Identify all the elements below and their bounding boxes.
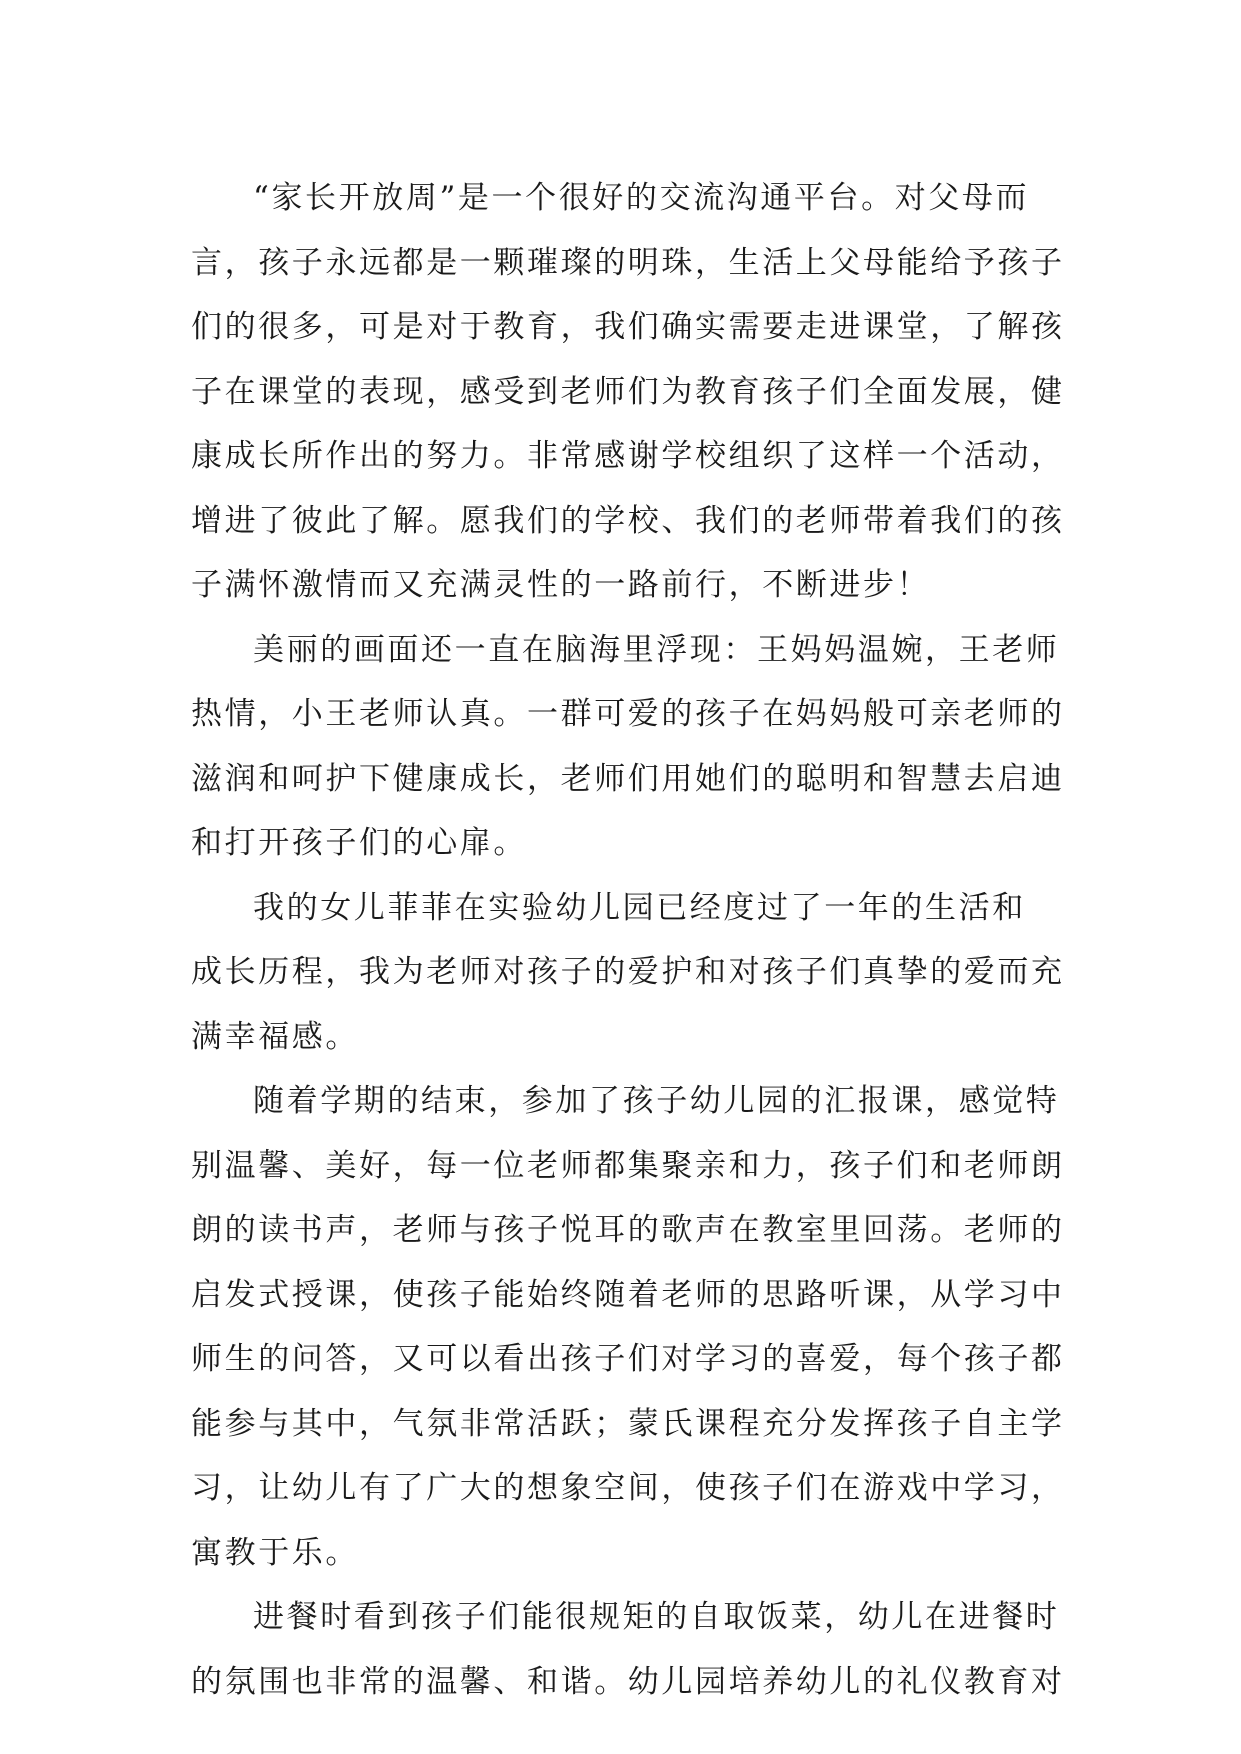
paragraph-line: 们的很多，可是对于教育，我们确实需要走进课堂，了解孩 [191,309,1065,345]
paragraph-line: 我的女儿菲菲在实验幼儿园已经度过了一年的生活和 [253,889,1026,926]
paragraph-line: 成长历程，我为老师对孩子的爱护和对孩子们真挚的爱而充 [191,954,1065,990]
paragraph-line: 滋润和呵护下健康成长，老师们用她们的聪明和智慧去启迪 [191,760,1065,797]
paragraph-line: 言，孩子永远都是一颗璀璨的明珠，生活上父母能给予孩子 [191,244,1065,281]
paragraph-line: 朗的读书声，老师与孩子悦耳的歌声在教室里回荡。老师的 [191,1212,1065,1248]
paragraph-line: “家长开放周”是一个很好的交流沟通平台。对父母而 [253,180,1030,216]
paragraph [191,876,1065,1070]
paragraph [191,1585,1065,1714]
paragraph-line: 康成长所作出的努力。非常感谢学校组织了这样一个活动， [191,438,1065,474]
paragraph-line: 习，让幼儿有了广大的想象空间，使孩子们在游戏中学习， [191,1470,1065,1506]
paragraph-line: 师生的问答，又可以看出孩子们对学习的喜爱，每个孩子都 [191,1341,1065,1377]
paragraph-line: 和打开孩子们的心扉。 [191,825,527,861]
paragraph-line: 子满怀激情而又充满灵性的一路前行，不断进步！ [191,567,931,603]
paragraph-line: 启发式授课，使孩子能始终随着老师的思路听课，从学习中 [191,1276,1065,1313]
paragraph-line: 热情，小王老师认真。一群可爱的孩子在妈妈般可亲老师的 [191,696,1065,732]
paragraph-line: 进餐时看到孩子们能很规矩的自取饭菜，幼儿在进餐时 [253,1599,1060,1635]
paragraph-line: 的氛围也非常的温馨、和谐。幼儿园培养幼儿的礼仪教育对 [191,1663,1065,1700]
paragraph-line: 别温馨、美好，每一位老师都集聚亲和力，孩子们和老师朗 [191,1147,1065,1184]
paragraph-line: 满幸福感。 [191,1018,359,1055]
paragraph-line: 寓教于乐。 [191,1534,359,1571]
paragraph [191,166,1065,618]
paragraph-line: 美丽的画面还一直在脑海里浮现：王妈妈温婉，王老师 [253,631,1060,668]
paragraph-line: 增进了彼此了解。愿我们的学校、我们的老师带着我们的孩 [191,502,1065,539]
paragraph [191,1069,1065,1585]
paragraph [191,618,1065,876]
document-body [191,166,1065,1714]
paragraph-line: 能参与其中，气氛非常活跃；蒙氏课程充分发挥孩子自主学 [191,1405,1065,1442]
paragraph-line: 子在课堂的表现，感受到老师们为教育孩子们全面发展，健 [191,373,1065,410]
paragraph-line: 随着学期的结束，参加了孩子幼儿园的汇报课，感觉特 [253,1083,1060,1119]
